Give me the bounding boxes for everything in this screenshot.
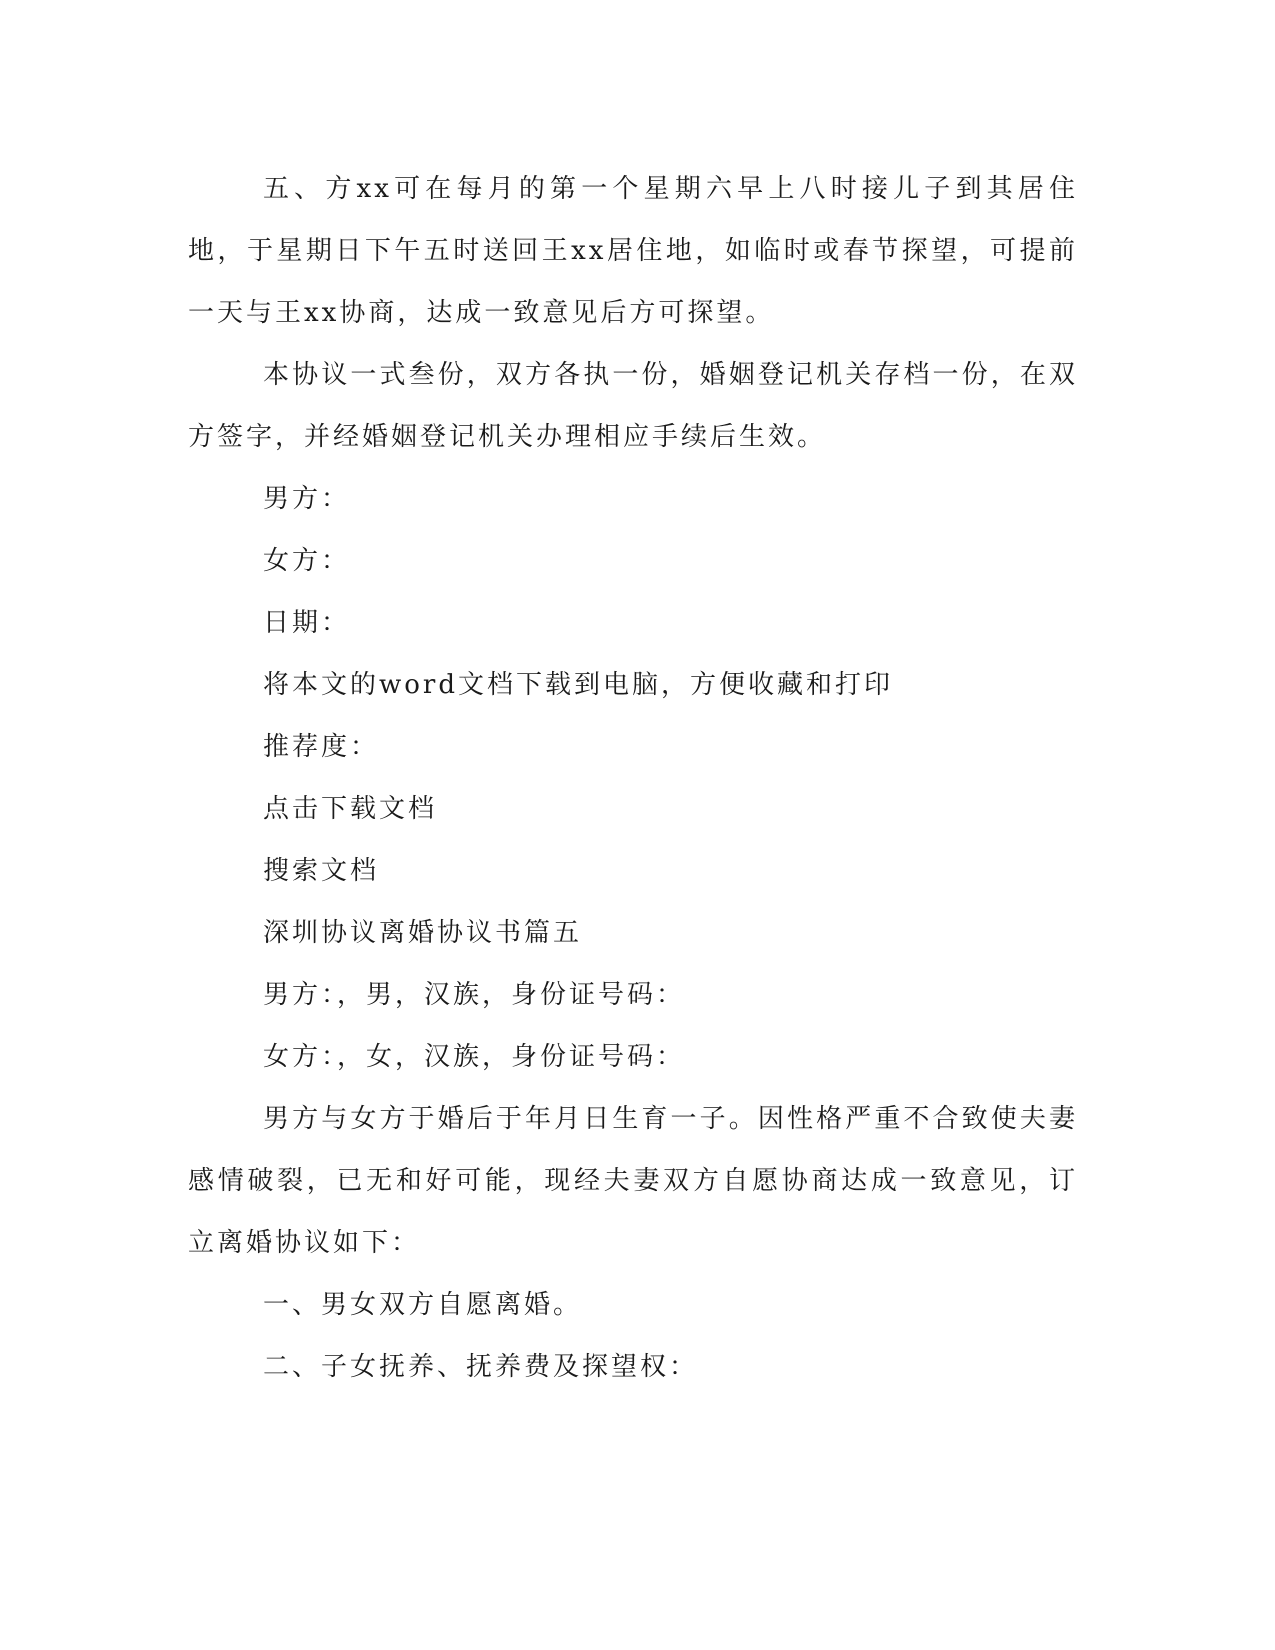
- signature-male-party: 男方：: [263, 484, 351, 514]
- signature-female-party: 女方：: [263, 546, 351, 576]
- download-notice: 将本文的word文档下载到电脑，方便收藏和打印: [263, 670, 893, 700]
- signature-date: 日期：: [263, 608, 351, 638]
- search-document-link[interactable]: 搜索文档: [263, 856, 380, 886]
- download-document-link[interactable]: 点击下载文档: [263, 794, 438, 824]
- paragraph-copies-clause: 本协议一式叁份，双方各执一份，婚姻登记机关存档一份，在双方签字，并经婚姻登记机关办理相应手续后生效。: [188, 360, 1078, 452]
- male-party-info: 男方：，男，汉族，身份证号码：: [263, 980, 686, 1010]
- clause-two: 二、子女抚养、抚养费及探望权：: [263, 1352, 699, 1382]
- section-heading: 深圳协议离婚协议书篇五: [263, 918, 583, 948]
- clause-one: 一、男女双方自愿离婚。: [263, 1290, 583, 1320]
- paragraph-visitation-clause-five: 五、方xx可在每月的第一个星期六早上八时接儿子到其居住地，于星期日下午五时送回王xx居住地，如临时或春节探望，可提前一天与王xx协商，达成一致意见后方可探望。: [188, 174, 1078, 328]
- recommendation-label: 推荐度：: [263, 732, 380, 762]
- paragraph-background: 男方与女方于婚后于年月日生育一子。因性格严重不合致使夫妻感情破裂，已无和好可能，现经夫妻双方自愿协商达成一致意见，订立离婚协议如下：: [188, 1104, 1078, 1258]
- female-party-info: 女方：，女，汉族，身份证号码：: [263, 1042, 686, 1072]
- document-body: [188, 158, 1078, 1398]
